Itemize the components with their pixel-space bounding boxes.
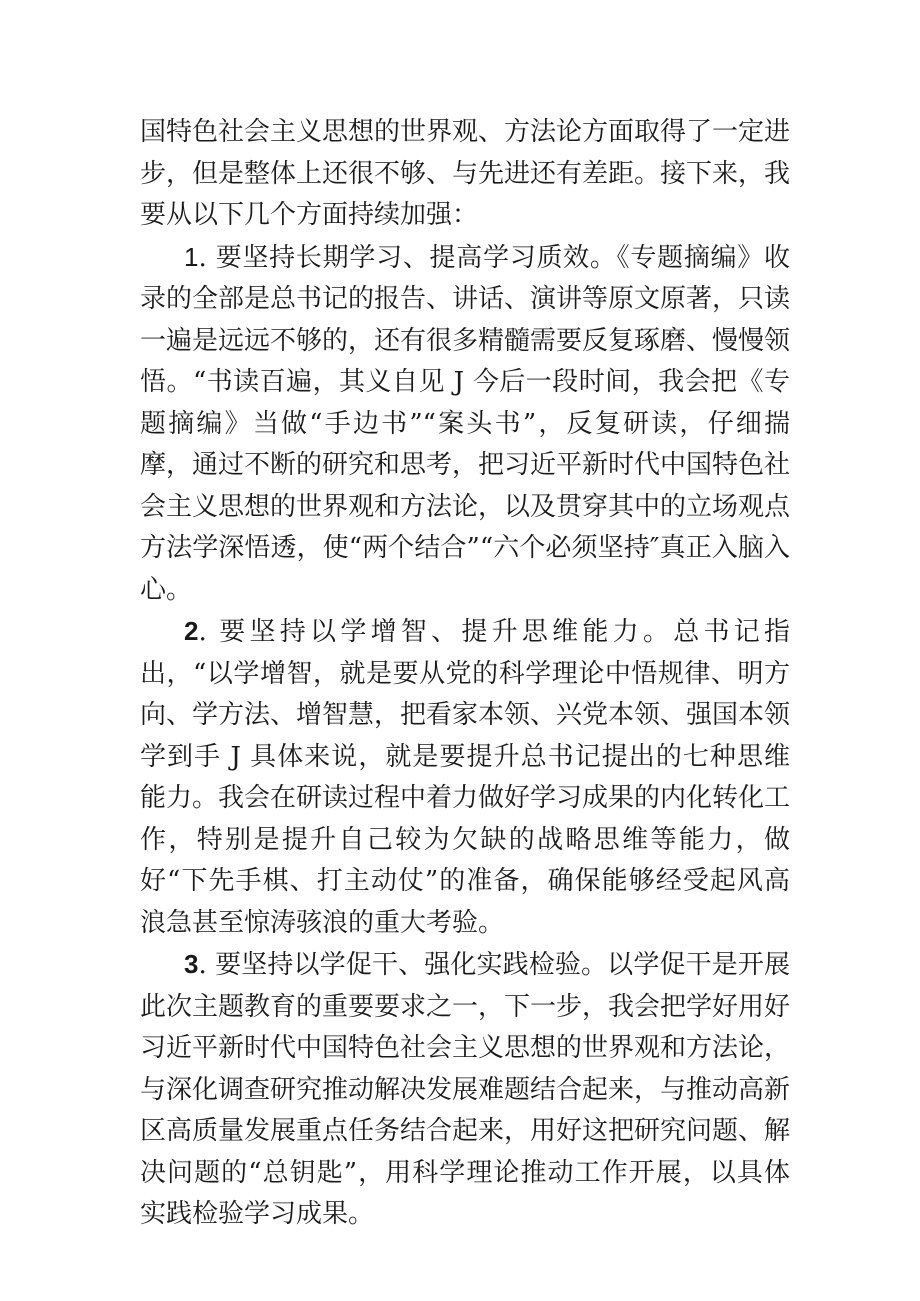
document-body bbox=[140, 112, 790, 1236]
paragraph-text: . 要坚持长期学习、提高学习质效。《专题摘编》收录的全部是总书记的报告、讲话、演讲等原文原著，只读一遍是远远不够的，还有很多精髓需要反复琢磨、慢慢领悟。“书读百遍，其义自见 J 今后一段时间，我会把《专题摘编》当做“手边书”“案头书”，反复研读，仔细揣摩，通过不断的研究和思考，把习近平新时代中国特色社会主义思想的世界观和方法论，以及贯穿其中的立场观点方法学深悟透，使“两个结合”“六个必须坚持″真正入脑入心。 bbox=[140, 242, 791, 605]
item-number: 2 bbox=[184, 616, 199, 646]
paragraph-text: . 要坚持以学增智、提升思维能力。总书记指出，“以学增智，就是要从党的科学理论中悟规律、明方向、学方法、增智慧，把看家本领、兴党本领、强国本领学到手 J 具体来说，就是要提升总书记提出的七种思维能力。我会在研读过程中着力做好学习成果的内化转化工作，特别是提升自己较为欠缺的战略思维等能力，做好“下先手棋、打主动仗”的准备，确保能够经受起风高浪急甚至惊涛骇浪的重大考验。 bbox=[140, 617, 791, 938]
paragraph-continuation bbox=[140, 112, 790, 237]
item-number: 1 bbox=[184, 241, 199, 272]
paragraph-item-1 bbox=[140, 237, 790, 612]
paragraph-item-3 bbox=[140, 944, 790, 1236]
item-number: 3 bbox=[184, 949, 199, 979]
paragraph-text: 国特色社会主义思想的世界观、方法论方面取得了一定进步，但是整体上还很不够、与先进还有差距。接下来，我要从以下几个方面持续加强： bbox=[140, 117, 791, 230]
paragraph-text: . 要坚持以学促干、强化实践检验。以学促干是开展此次主题教育的重要要求之一，下一步，我会把学好用好习近平新时代中国特色社会主义思想的世界观和方法论，与深化调查研究推动解决发展难题结合起来，与推动高新区高质量发展重点任务结合起来，用好这把研究问题、解决问题的“总钥匙”，用科学理论推动工作开展，以具体实践检验学习成果。 bbox=[140, 950, 791, 1229]
paragraph-item-2 bbox=[140, 611, 790, 944]
